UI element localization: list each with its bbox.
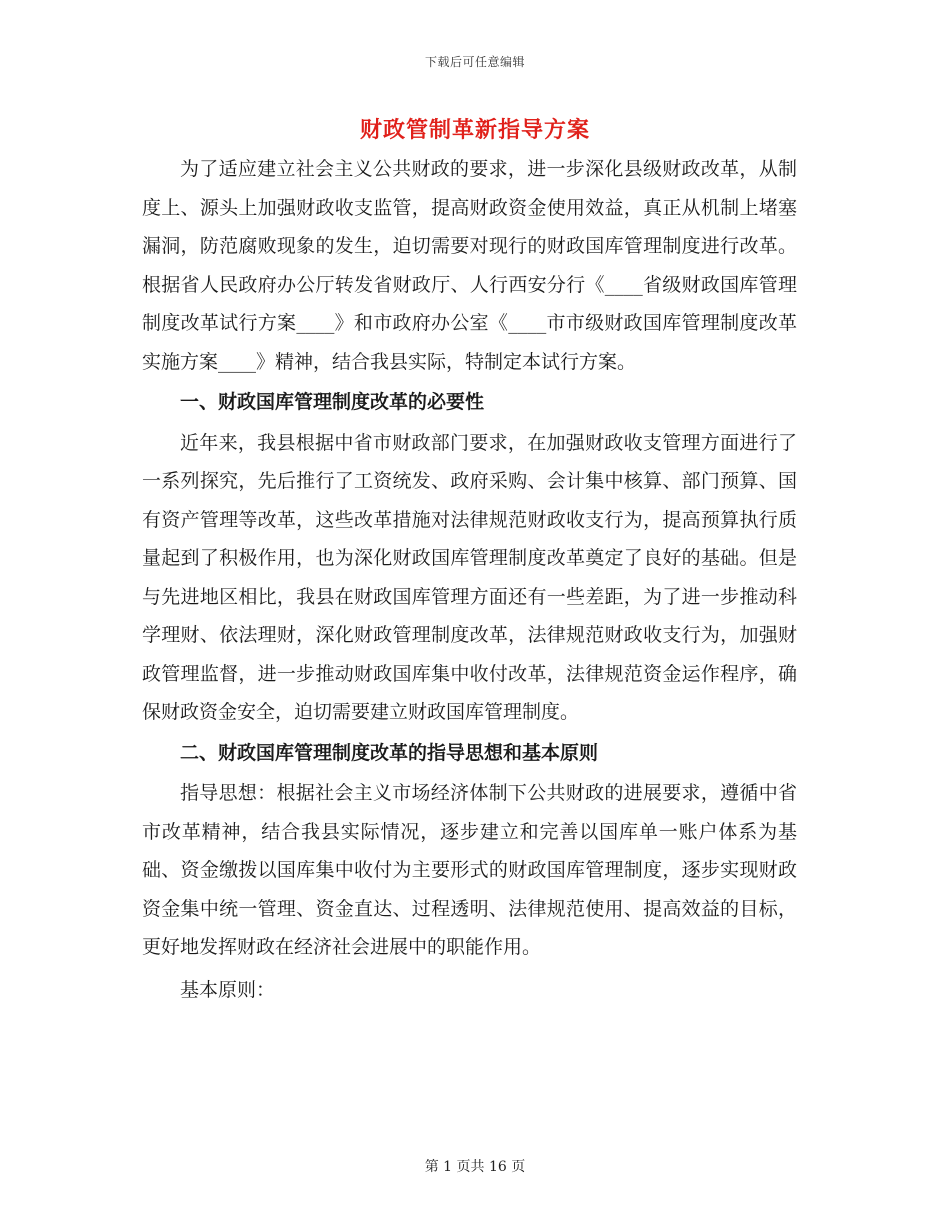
section-heading-2: 二、财政国库管理制度改革的指导思想和基本原则 [180,741,599,764]
basic-principles-label: 基本原则： [180,978,276,1001]
page-footer: 第 1 页共 16 页 [424,1159,526,1175]
intro-paragraph: 为了适应建立社会主义公共财政的要求，进一步深化县级财政改革，从制度上、源头上加强财政收支监管，提高财政资金使用效益，真正从机制上堵塞漏洞，防范腐败现象的发生，迫切需要对现行的财政国库管理制度进行改革。根据省人民政府办公厅转发省财政厅、人行西安分行《____省级财政国库管理制度改革试行方案____》和市政府办公室《____市市级财政国库管理制度改革实施方案____》精神，结合我县实际，特制定本试行方案。 [142,158,797,373]
section-1-paragraph: 近年来，我县根据中省市财政部门要求，在加强财政收支管理方面进行了一系列探究，先后推行了工资统发、政府采购、会计集中核算、部门预算、国有资产管理等改革，这些改革措施对法律规范财政收支行为，提高预算执行质量起到了积极作用，也为深化财政国库管理制度改革奠定了良好的基础。但是与先进地区相比，我县在财政国库管理方面还有一些差距，为了进一步推动科学理财、依法理财，深化财政管理制度改革，法律规范财政收支行为，加强财政管理监督，进一步推动财政国库集中收付改革，法律规范资金运作程序，确保财政资金安全，迫切需要建立财政国库管理制度。 [142,431,797,723]
document-title: 财政管制革新指导方案 [359,117,590,143]
guiding-thought-paragraph: 指导思想：根据社会主义市场经济体制下公共财政的进展要求，遵循中省市改革精神，结合我县实际情况，逐步建立和完善以国库单一账户体系为基础、资金缴拨以国库集中收付为主要形式的财政国库管理制度，逐步实现财政资金集中统一管理、资金直达、过程透明、法律规范使用、提高效益的目标，更好地发挥财政在经济社会进展中的职能作用。 [142,782,797,958]
header-note: 下载后可任意编辑 [424,55,525,69]
section-heading-1: 一、财政国库管理制度改革的必要性 [180,391,485,413]
document-body [142,150,797,1009]
